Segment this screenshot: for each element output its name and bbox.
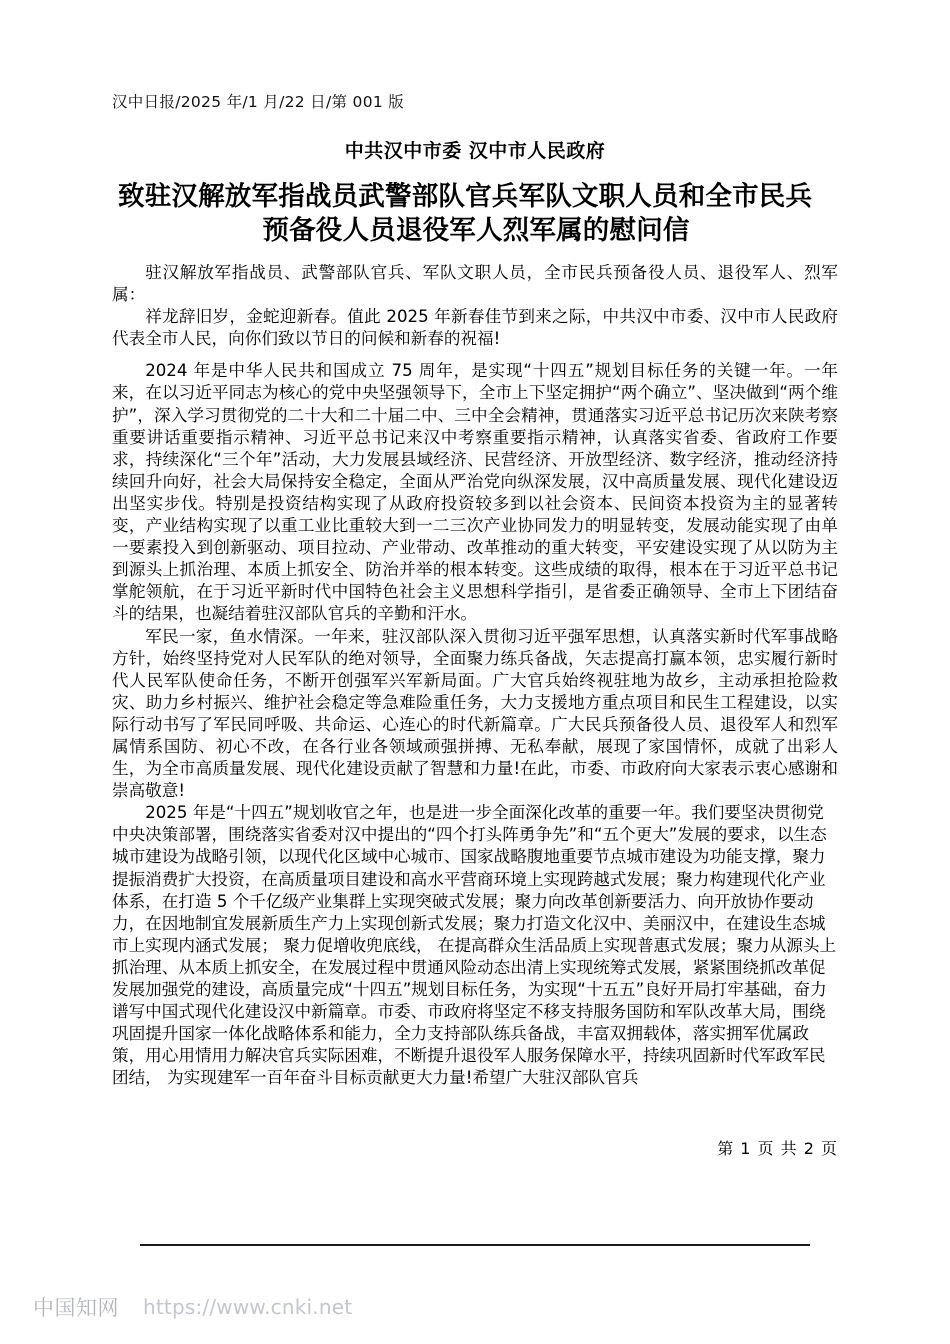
footer-divider (140, 1244, 810, 1246)
paragraph-military-civil-unity: 军民一家，鱼水情深。一年来，驻汉部队深入贯彻习近平强军思想，认真落实新时代军事战略方针，始终坚持党对人民军队的绝对领导，全面聚力练兵备战，矢志提高打赢本领，忠实履行新时代人民军队使命任务，不断开创强军兴军新局面。广大官兵始终视驻地为故乡，主动承担抢险救灾、助力乡村振兴、维护社会稳定等急难险重任务，大力支援地方重点项目和民生工程建设，以实际行动书写了军民同呼吸、共命运、心连心的时代新篇章。广大民兵预备役人员、退役军人和烈军属情系国防、初心不改，在各行业各领域顽强拼搏、无私奉献，展现了家国情怀，成就了出彩人生，为全市高质量发展、现代化建设贡献了智慧和力量!在此，市委、市政府向大家表示衷心感谢和崇高敬意! (112, 626, 838, 801)
document-body (112, 262, 838, 1089)
page-title (118, 180, 834, 248)
page-number: 第 1 页 共 2 页 (717, 1139, 838, 1158)
paragraph-greeting: 祥龙辞旧岁，金蛇迎新春。值此 2025 年新春佳节到来之际，中共汉中市委、汉中市人民政府代表全市人民，向你们致以节日的问候和新春的祝福! (112, 307, 838, 349)
issuing-authorities: 中共汉中市委 汉中市人民政府 (344, 140, 606, 162)
cnki-brand-label: 中国知网 (33, 1296, 119, 1320)
page-title-line-2: 预备役人员退役军人烈军属的慰问信 (262, 215, 690, 246)
cnki-watermark (33, 1292, 352, 1322)
cnki-url-label: https://www.cnki.net (143, 1295, 353, 1319)
paragraph-year-2025: 2025 年是“十四五”规划收官之年，也是进一步全面深化改革的重要一年。我们要坚决贯彻党中央决策部署，围绕落实省委对汉中提出的“四个打头阵勇争先”和“五个更大”发展的要求，以生态城市建设为战略引领，以现代化区域中心城市、国家战略腹地重要节点城市建设为功能支撑，聚力提振消费扩大投资，在高质量项目建设和高水平营商环境上实现跨越式发展；聚力构建现代化产业体系，在打造 5 个千亿级产业集群上实现突破式发展；聚力向改革创新要活力、向开放协作要动力，在因地制宜发展新质生产力上实现创新式发展；聚力打造文化汉中、美丽汉中，在建设生态城市上实现内涵式发展； 聚力促增收兜底线， 在提高群众生活品质上实现普惠式发展；聚力从源头上抓治理、从本质上抓安全，在发展过程中贯通风险动态出清上实现统筹式发展，紧紧围绕抓改革促发展加强党的建设，高质量完成“十四五”规划目标任务，为实现“十五五”良好开局打牢基础，奋力谱写中国式现代化建设汉中新篇章。市委、市政府将坚定不移支持服务国防和军队改革大局，围绕巩固提升国家一体化战略体系和能力，全力支持部队练兵备战，丰富双拥载体，落实拥军优属政策，用心用情用力解决官兵实际困难，不断提升退役军人服务保障水平，持续巩固新时代军政军民团结， 为实现建军一百年奋斗目标贡献更大力量!希望广大驻汉部队官兵 (112, 803, 837, 1088)
publication-source-line: 汉中日报/2025 年/1 月/22 日/第 001 版 (112, 93, 405, 111)
paragraph-year-2024: 2024 年是中华人民共和国成立 75 周年，是实现“十四五”规划目标任务的关键一年。一年来，在以习近平同志为核心的党中央坚强领导下，全市上下坚定拥护“两个确立”、坚决做到“两个维护”，深入学习贯彻党的二十大和二十届二中、三中全会精神，贯通落实习近平总书记历次来陕考察重要讲话重要指示精神、习近平总书记来汉中考察重要指示精神，认真落实省委、省政府工作要求，持续深化“三个年”活动，大力发展县域经济、民营经济、开放型经济、数字经济，推动经济持续回升向好，社会大局保持安全稳定，全面从严治党向纵深发展，汉中高质量发展、现代化建设迈出坚实步伐。特别是投资结构实现了从政府投资较多到以社会资本、民间资本投资为主的显著转变，产业结构实现了以重工业比重较大到一二三次产业协同发力的明显转变，发展动能实现了由单一要素投入到创新驱动、项目拉动、产业带动、改革推动的重大转变，平安建设实现了从以防为主到源头上抓治理、本质上抓安全、防治并举的根本转变。这些成绩的取得，根本在于习近平总书记掌舵领航，在于习近平新时代中国特色社会主义思想科学指引，是省委正确领导、全市上下团结奋斗的结果，也凝结着驻汉部队官兵的辛勤和汗水。 (112, 361, 838, 624)
page-title-line-1: 致驻汉解放军指战员武警部队官兵军队文职人员和全市民兵 (118, 181, 813, 212)
paragraph-salutation: 驻汉解放军指战员、武警部队官兵、军队文职人员，全市民兵预备役人员、退役军人、烈军属： (112, 263, 838, 305)
